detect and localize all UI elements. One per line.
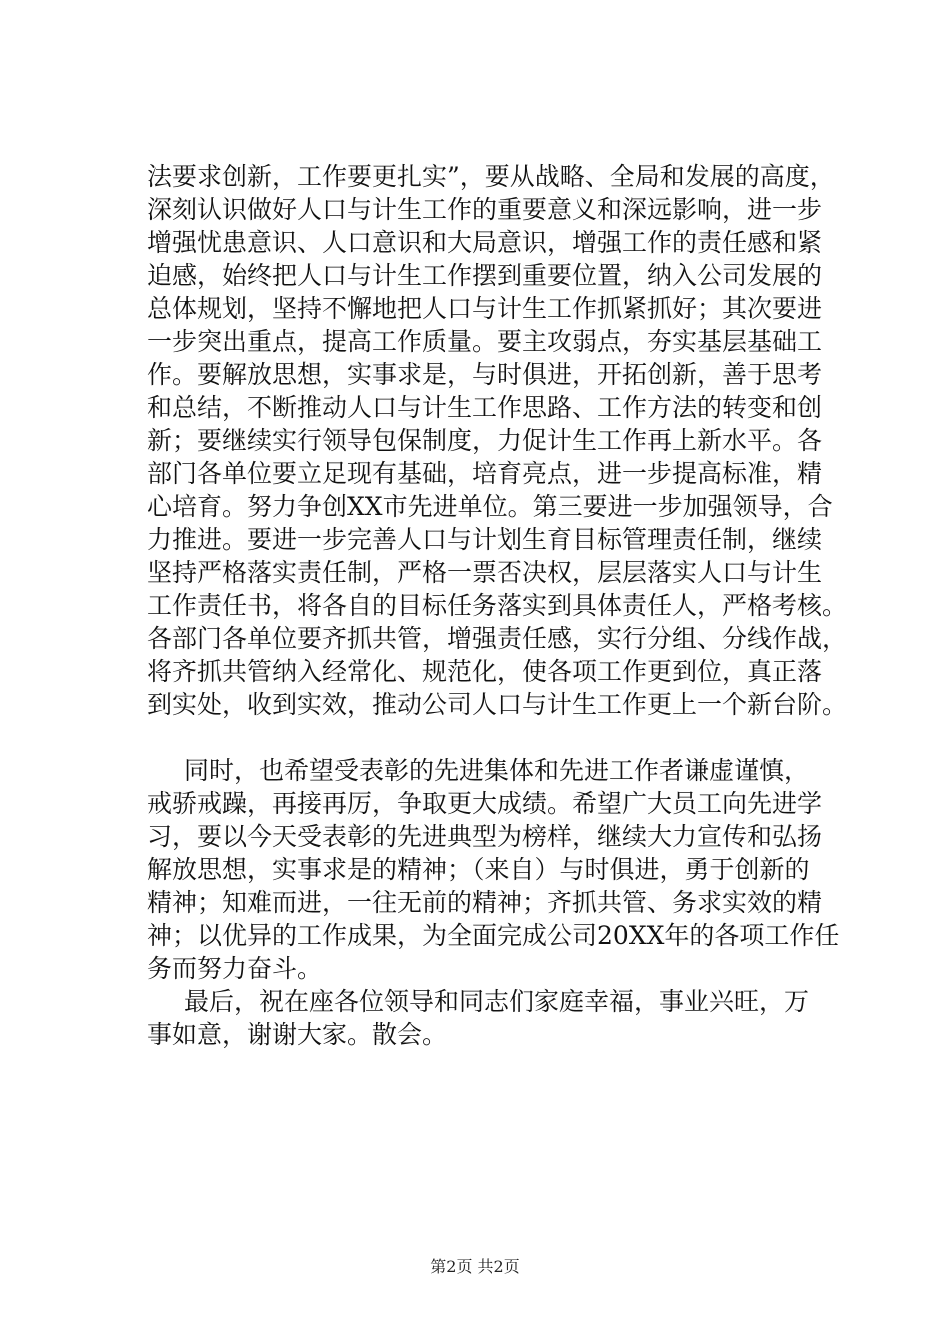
text-line: 心培育。努力争创XX市先进单位。第三要进一步加强领导，合 xyxy=(147,492,833,521)
text-line: 到实处，收到实效，推动公司人口与计生工作更上一个新台阶。 xyxy=(147,690,848,719)
text-line: 将齐抓共管纳入经常化、规范化，使各项工作更到位，真正落 xyxy=(147,657,823,686)
paragraph-1 xyxy=(147,160,857,721)
text-line: 总体规划，坚持不懈地把人口与计生工作抓紧抓好；其次要进 xyxy=(147,294,823,323)
text-line: 新；要继续实行领导包保制度，力促计生工作再上新水平。各 xyxy=(147,426,823,455)
text-line: 神；以优异的工作成果，为全面完成公司20XX年的各项工作任 xyxy=(147,921,840,950)
paragraph-3 xyxy=(147,985,857,1051)
text-line: 习，要以今天受表彰的先进典型为榜样，继续大力宣传和弘扬 xyxy=(147,822,823,851)
text-line: 坚持严格落实责任制，严格一票否决权，层层落实人口与计生 xyxy=(147,558,823,587)
text-line: 解放思想，实事求是的精神；（来自）与时俱进，勇于创新的 xyxy=(147,855,810,884)
text-line: 法要求创新，工作要更扎实”，要从战略、全局和发展的高度， xyxy=(147,162,835,191)
text-line: 戒骄戒躁，再接再厉，争取更大成绩。希望广大员工向先进学 xyxy=(147,789,823,818)
text-line: 精神；知难而进，一往无前的精神；齐抓共管、务求实效的精 xyxy=(147,888,823,917)
paragraph-2 xyxy=(147,754,857,985)
text-line: 最后，祝在座各位领导和同志们家庭幸福，事业兴旺，万 xyxy=(184,987,810,1016)
text-line: 力推进。要进一步完善人口与计划生育目标管理责任制，继续 xyxy=(147,525,823,554)
text-line: 部门各单位要立足现有基础，培育亮点，进一步提高标准，精 xyxy=(147,459,823,488)
text-line: 一步突出重点，提高工作质量。要主攻弱点，夯实基层基础工 xyxy=(147,327,823,356)
page-number-footer: 第2页 共2页 xyxy=(430,1257,520,1276)
text-line: 深刻认识做好人口与计生工作的重要意义和深远影响，进一步 xyxy=(147,195,823,224)
text-line: 事如意，谢谢大家。散会。 xyxy=(147,1020,448,1049)
text-line: 和总结，不断推动人口与计生工作思路、工作方法的转变和创 xyxy=(147,393,823,422)
text-line: 作。要解放思想，实事求是，与时俱进，开拓创新，善于思考 xyxy=(147,360,823,389)
text-line: 迫感，始终把人口与计生工作摆到重要位置，纳入公司发展的 xyxy=(147,261,823,290)
text-line: 务而努力奋斗。 xyxy=(147,954,323,983)
text-line: 增强忧患意识、人口意识和大局意识，增强工作的责任感和紧 xyxy=(147,228,823,257)
text-line: 同时，也希望受表彰的先进集体和先进工作者谦虚谨慎， xyxy=(184,756,810,785)
text-line: 各部门各单位要齐抓共管，增强责任感，实行分组、分线作战， xyxy=(147,624,848,653)
paragraph-spacer xyxy=(147,721,857,754)
body-text xyxy=(147,160,857,1051)
text-line: 工作责任书，将各自的目标任务落实到具体责任人，严格考核。 xyxy=(147,591,848,620)
